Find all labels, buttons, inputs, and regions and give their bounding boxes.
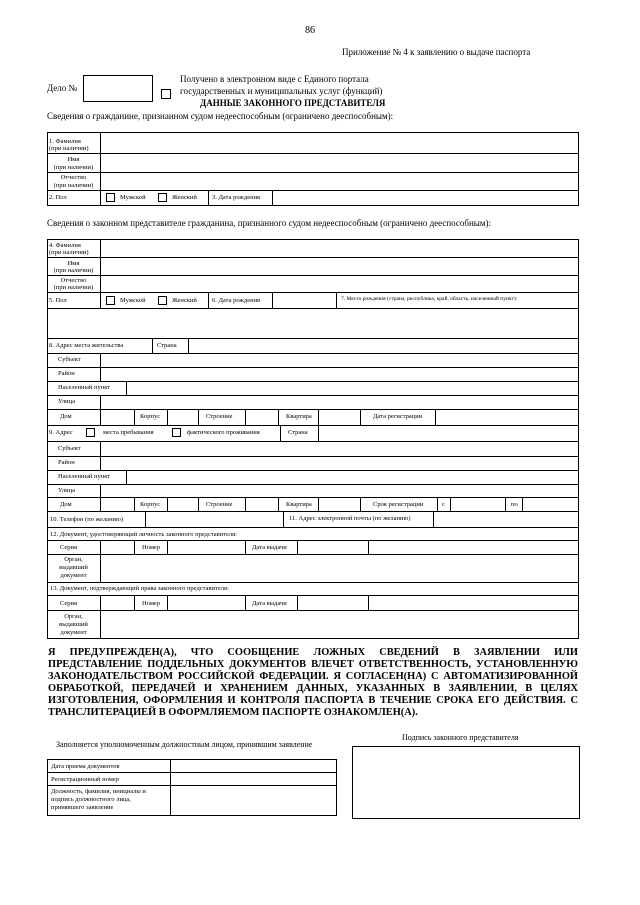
s2-phone-field[interactable] [146,512,283,527]
portal-text-line1: Получено в электронном виде с Единого портала [180,74,369,84]
s2-rightsdoc-series-label: Серия [60,600,78,607]
s2-iddoc-series-field[interactable] [101,541,134,554]
s2-residence-apartment-label: Квартира [286,413,312,420]
s2-iddoc-issuer-label3: документ [60,572,87,579]
s2-residence-country-field[interactable] [189,339,578,353]
s2-female-label: Женский [172,297,197,304]
s2-firstname-field[interactable] [101,258,578,275]
s1-lastname-label: 1. Фамилия [49,138,81,145]
case-label: Дело № [47,83,78,93]
s2-rightsdoc-issuer-label3: документ [60,629,87,636]
s2-patronymic-field[interactable] [101,276,578,292]
s2-residence-street-field[interactable] [101,396,578,409]
case-number-field[interactable] [83,75,153,102]
s2-iddoc-issuer-field[interactable] [101,555,578,582]
s2-iddoc-issuer-label2: выдавший [59,564,88,571]
s2-addr9-house-label: Дом [60,501,72,508]
s2-residence-house-label: Дом [60,413,72,420]
s2-addr9-country-field[interactable] [319,426,578,441]
s1-patronymic-label: Отчество [60,174,87,181]
office-official-label3: принявшего заявление [51,804,114,811]
office-reg-number-label: Регистрационный номер [51,776,119,783]
s2-rightsdoc-number-field[interactable] [168,596,245,610]
s2-addr9-street-label: Улица [58,487,75,494]
s1-firstname-label: Имя [67,156,80,163]
office-official-field[interactable] [171,786,336,815]
s2-residence-street-label: Улица [58,398,75,405]
s1-firstname-field[interactable] [101,154,578,172]
s2-residence-locality-label: Населенный пункт [58,384,111,391]
s2-addr9-district-field[interactable] [101,457,578,470]
s2-residence-building-label: Корпус [140,413,161,420]
s2-email-field[interactable] [434,512,578,527]
s1-patronymic-note: (при наличии) [53,182,94,189]
section1-intro: Сведения о гражданине, признанном судом недееспособным (ограничено дееспособным): [47,111,394,121]
s2-patronymic-label: Отчество [60,277,87,284]
s1-birthdate-field[interactable] [273,191,578,205]
s2-residence-regdate-label: Дата регистрации [373,413,423,420]
s2-addr9-apartment-label: Квартира [286,501,312,508]
s2-addr9-locality-field[interactable] [127,471,578,484]
s1-female-checkbox[interactable] [158,193,167,202]
office-receipt-date-field[interactable] [171,760,336,772]
signature-label: Подпись законного представителя [402,733,519,742]
s1-female-label: Женский [172,194,197,201]
s2-lastname-field[interactable] [101,240,578,257]
s2-firstname-label: Имя [67,260,80,267]
s2-addr9-locality-label: Населенный пункт [58,473,111,480]
s2-residence-label: 8. Адрес места жительства [49,342,124,349]
s2-addr9-structure-label: Строение [206,501,233,508]
s2-female-checkbox[interactable] [158,296,167,305]
form-title: ДАННЫЕ ЗАКОННОГО ПРЕДСТАВИТЕЛЯ [200,98,386,108]
s2-rightsdoc-issuedate-field[interactable] [298,596,368,610]
s1-lastname-note: (при наличии) [49,145,89,152]
section2-intro: Сведения о законном представителе гражданина, признанного судом недееспособным (ограничено дееспособным): [47,218,492,228]
s2-addr9-country-label: Страна [288,429,308,436]
s2-iddoc-issuer-label1: Орган, [64,556,83,563]
s2-residence-subject-field[interactable] [101,354,578,367]
portal-text-line2: государственных и муниципальных услуг (функций) [180,86,383,96]
s2-iddoc-label: 12. Документ, удостоверяющий личность законного представителя: [50,531,237,538]
office-official-label1: Должность, фамилия, инициалы и [51,788,146,795]
s2-iddoc-issuedate-label: Дата выдачи [252,544,287,551]
s1-male-checkbox[interactable] [106,193,115,202]
s2-residence-district-label: Район [58,370,75,377]
s2-rightsdoc-number-label: Номер [142,600,161,607]
s2-actual-label: фактического проживания [187,429,260,436]
s2-addr9-to-label: по [511,501,518,508]
s1-sex-label: 2. Пол [49,194,67,201]
office-reg-number-field[interactable] [171,773,336,785]
s2-lastname-note: (при наличии) [49,249,89,256]
s2-addr9-district-label: Район [58,459,75,466]
page-number: 86 [305,25,315,36]
s2-stay-label: места пребывания [103,429,154,436]
s1-lastname-field[interactable] [101,133,578,153]
s2-residence-subject-label: Субъект [58,356,81,363]
s2-addr9-to-field[interactable] [523,498,578,511]
s2-addr9-subject-label: Субъект [58,445,81,452]
s2-residence-country-label: Страна [157,342,177,349]
s2-iddoc-number-label: Номер [142,544,161,551]
s2-male-checkbox[interactable] [106,296,115,305]
s2-rightsdoc-issuedate-label: Дата выдачи [252,600,287,607]
official-note: Заполняется уполномоченным должностным лицом, принявшим заявление [56,740,313,749]
s1-patronymic-field[interactable] [101,173,578,190]
s2-addr9-label: 9. Адрес [49,429,73,436]
office-receipt-date-label: Дата приема документов [51,763,120,770]
s2-birthdate-label: 6. Дата рождения [212,297,261,304]
s2-rightsdoc-issuer-field[interactable] [101,611,578,638]
s2-addr9-street-field[interactable] [101,485,578,497]
office-official-label2: подпись должностного лица, [51,796,131,803]
signature-box[interactable] [352,746,580,819]
s2-rightsdoc-issuer-label1: Орган, [64,613,83,620]
warning-statement: Я ПРЕДУПРЕЖДЕН(А), ЧТО СООБЩЕНИЕ ЛОЖНЫХ СВЕДЕНИЙ В ЗАЯВЛЕНИИ ИЛИ ПРЕДСТАВЛЕНИЕ ПОДДЕЛЬНЫХ ДОКУМЕНТОВ ВЛЕЧЕТ ОТВЕТСТВЕННОСТЬ, УСТАНОВЛЕННУЮ ЗАКОНОДАТЕЛЬСТВОМ РОССИЙСКОЙ ФЕДЕРАЦИИ. Я СОГЛАСЕН(НА) С АВТОМАТИЗИРОВАННОЙ ОБРАБОТКОЙ, ПЕРЕДАЧЕЙ И ХРАНЕНИЕМ ДАННЫХ, УКАЗАННЫХ В ЗАЯВЛЕНИИ, В ЦЕЛЯХ ИЗГОТОВЛЕНИЯ, ОФОРМЛЕНИЯ И КОНТРОЛЯ ПАСПОРТА В ТЕЧЕНИЕ СРОКА ЕГО ДЕЙСТВИЯ. С ТРАНСЛИТЕРАЦИЕЙ В ОФОРМЛЯЕМОМ ПАСПОРТЕ ОЗНАКОМЛЕН(А). [48,647,578,718]
s2-addr9-from-label: с [442,501,445,508]
s2-sex-label: 5. Пол [49,297,67,304]
s2-actual-checkbox[interactable] [172,428,181,437]
s2-residence-regdate-field[interactable] [436,410,578,425]
s2-lastname-label: 4. Фамилия [49,242,81,249]
appendix-caption: Приложение № 4 к заявлению о выдаче паспорта [342,47,531,57]
s2-phone-label: 10. Телефон (по желанию) [50,516,124,523]
s2-birthplace-label: 7. Место рождения (страна, республика, край, область, населенный пункт): [341,296,518,302]
s2-male-label: Мужской [120,297,146,304]
s2-birthdate-field[interactable] [273,293,335,307]
s2-rightsdoc-series-field[interactable] [101,596,134,610]
s2-iddoc-number-field[interactable] [168,541,245,554]
s1-birthdate-label: 3. Дата рождения [212,194,261,201]
s2-stay-checkbox[interactable] [86,428,95,437]
s2-iddoc-issuedate-field[interactable] [298,541,368,554]
s2-addr9-regperiod-label: Срок регистрации [373,501,424,508]
portal-checkbox[interactable] [161,89,171,99]
s2-addr9-building-label: Корпус [140,501,161,508]
s2-residence-district-field[interactable] [101,368,578,381]
s2-birthplace-field[interactable] [48,309,578,338]
s2-residence-structure-label: Строение [206,413,233,420]
s2-rightsdoc-label: 13. Документ, подтверждающий права законного представителя: [50,585,229,592]
s2-addr9-subject-field[interactable] [101,442,578,456]
s2-email-label: 11. Адрес электронной почты (по желанию) [289,515,411,522]
s1-male-label: Мужской [120,194,146,201]
s2-patronymic-note: (при наличии) [53,284,94,291]
s2-iddoc-series-label: Серия [60,544,78,551]
s2-firstname-note: (при наличии) [53,267,94,274]
s1-firstname-note: (при наличии) [53,164,94,171]
s2-rightsdoc-issuer-label2: выдавший [59,621,88,628]
s2-residence-locality-field[interactable] [127,382,578,395]
s2-addr9-from-field[interactable] [451,498,505,511]
